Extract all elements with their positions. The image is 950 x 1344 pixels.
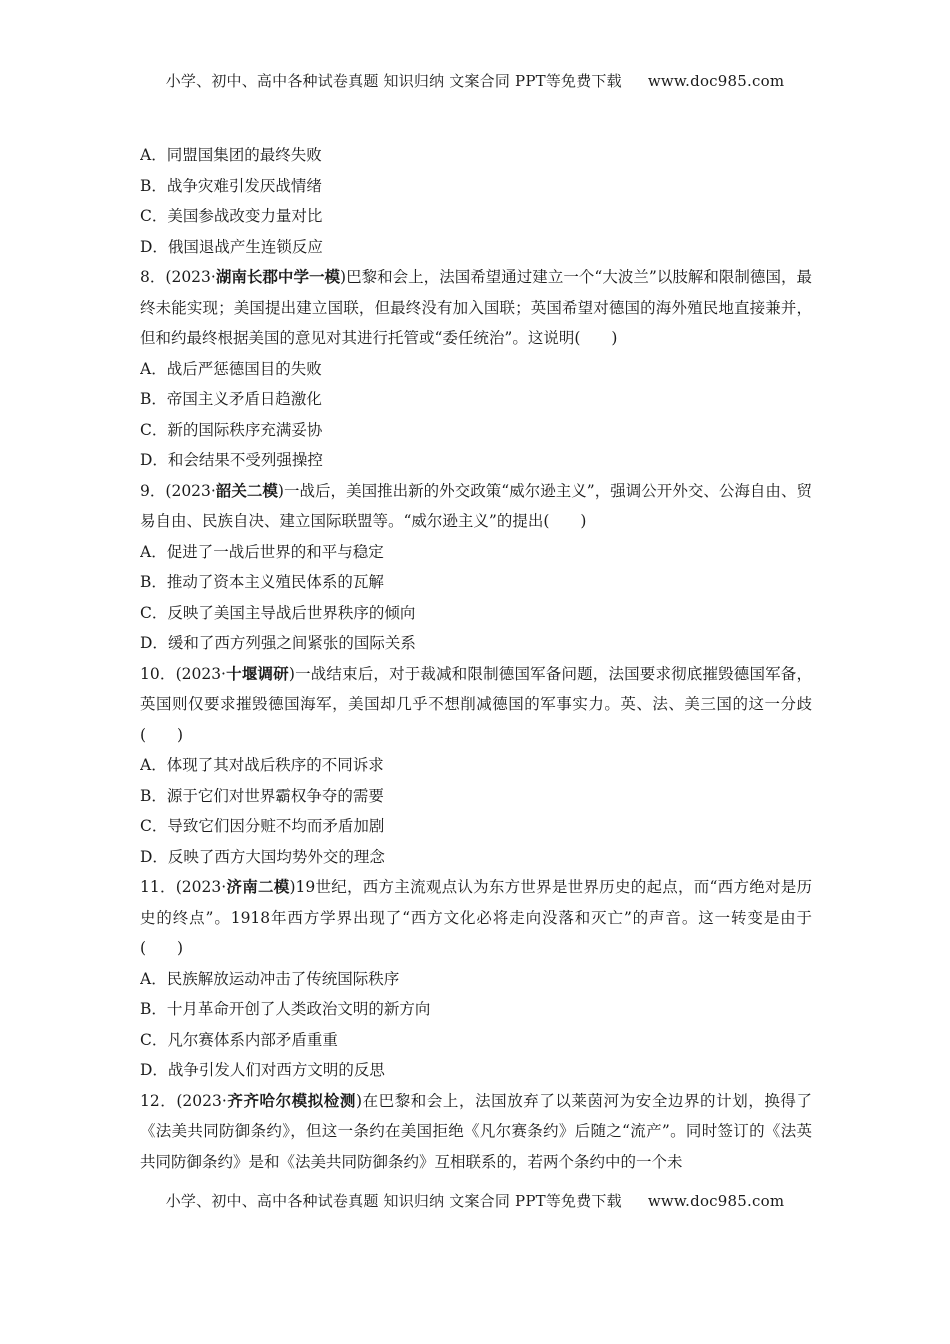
page-header <box>0 70 950 91</box>
q9-option-a: A．促进了一战后世界的和平与稳定 <box>140 542 384 561</box>
question-list <box>140 140 812 1177</box>
q11-option-a: A．民族解放运动冲击了传统国际秩序 <box>140 969 400 988</box>
header-url[interactable]: www.doc985.com <box>647 72 785 90</box>
q10-option-c: C．导致它们因分赃不均而矛盾加剧 <box>140 817 385 835</box>
q10-option-a: A．体现了其对战后秩序的不同诉求 <box>140 756 384 774</box>
q9-option-d: D．缓和了西方列强之间紧张的国际关系 <box>140 634 416 652</box>
q9-source: 韶关二模 <box>215 480 278 500</box>
q9-option-c: C．反映了美国主导战后世界秩序的倾向 <box>140 603 416 622</box>
q12-source: 齐齐哈尔模拟检测 <box>226 1090 356 1110</box>
q12-stem: 12．(2023·齐齐哈尔模拟检测)在巴黎和会上，法国放弃了以莱茵河为安全边界的计划，换得了《法美共同防御条约》，但这一条约在美国拒绝《凡尔赛条约》后随之“流产”。同时签订的《法英共同防御条约》是和《法美共同防御条约》互相联系的，若两个条约中的一个未 <box>140 1090 812 1171</box>
q8-option-b: B．帝国主义矛盾日趋激化 <box>140 390 322 408</box>
q10-stem: 10．(2023·十堰调研)一战结束后，对于裁减和限制德国军备问题，法国要求彻底摧毁德国军备，英国则仅要求摧毁德国海军，美国却几乎不想削减德国的军事实力。英、法、美三国的这一分歧( ) <box>140 663 812 744</box>
page-footer <box>0 1190 950 1211</box>
q8-option-a: A．战后严惩德国目的失败 <box>140 359 322 378</box>
q8-option-d: D．和会结果不受列强操控 <box>140 451 323 469</box>
q11-source: 济南二模 <box>226 877 290 896</box>
q7-option-d: D．俄国退战产生连锁反应 <box>140 237 323 256</box>
q9-stem: 9．(2023·韶关二模)一战后，美国推出新的外交政策“威尔逊主义”，强调公开外交、公海自由、贸易自由、民族自决、建立国际联盟等。“威尔逊主义”的提出( ) <box>140 480 812 530</box>
q10-source: 十堰调研 <box>225 663 289 683</box>
q7-option-b: B．战争灾难引发厌战情绪 <box>140 176 322 195</box>
q10-option-d: D．反映了西方大国均势外交的理念 <box>140 847 385 866</box>
q10-option-b: B．源于它们对世界霸权争夺的需要 <box>140 786 384 805</box>
footer-text: 小学、初中、高中各种试卷真题 知识归纳 文案合同 PPT等免费下载 <box>165 1192 622 1210</box>
q8-source: 湖南长郡中学一模 <box>215 267 340 286</box>
q11-stem: 11．(2023·济南二模)19世纪，西方主流观点认为东方世界是世界历史的起点，而“西方绝对是历史的终点”。1918年西方学界出现了“西方文化必将走向没落和灭亡”的声音。这一转变是由于( ) <box>140 877 812 957</box>
q7-option-c: C．美国参战改变力量对比 <box>140 207 323 225</box>
q9-option-b: B．推动了资本主义殖民体系的瓦解 <box>140 573 384 591</box>
footer-url[interactable]: www.doc985.com <box>647 1192 785 1210</box>
q8-option-c: C．新的国际秩序充满妥协 <box>140 420 323 439</box>
q11-option-c: C．凡尔赛体系内部矛盾重重 <box>140 1030 338 1049</box>
q8-stem: 8．(2023·湖南长郡中学一模)巴黎和会上，法国希望通过建立一个“大波兰”以肢解和限制德国，最终未能实现；美国提出建立国联，但最终没有加入国联；英国希望对德国的海外殖民地直接兼并，但和约最终根据美国的意见对其进行托管或“委任统治”。这说明( ) <box>140 267 812 347</box>
q11-option-d: D．战争引发人们对西方文明的反思 <box>140 1061 385 1079</box>
q11-option-b: B．十月革命开创了人类政治文明的新方向 <box>140 1000 431 1018</box>
header-text: 小学、初中、高中各种试卷真题 知识归纳 文案合同 PPT等免费下载 <box>165 72 622 90</box>
q7-option-a: A．同盟国集团的最终失败 <box>140 146 322 164</box>
